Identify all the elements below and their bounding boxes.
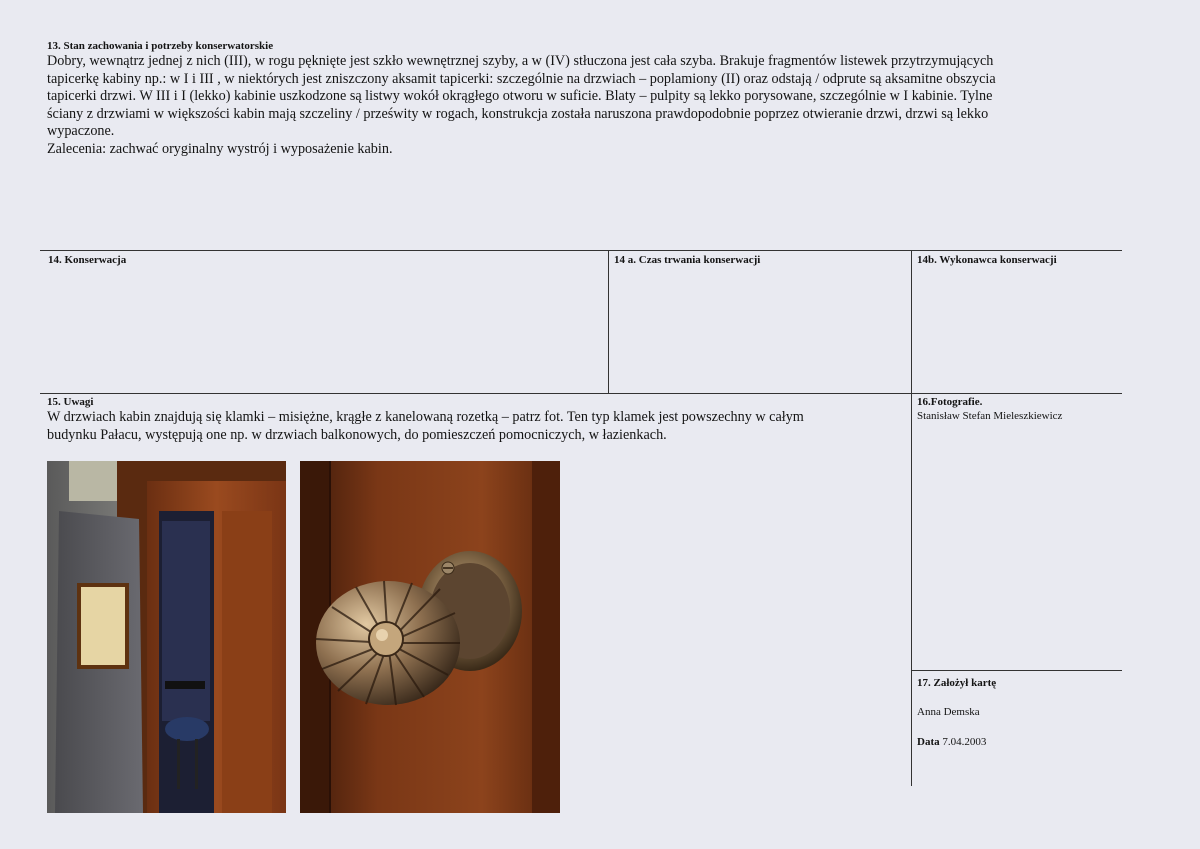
divider-14-14a: [608, 250, 609, 393]
section-14b-heading: 14b. Wykonawca konserwacji: [917, 254, 1057, 266]
card-date: [917, 736, 986, 748]
section-13-line: Dobry, wewnątrz jednej z nich (III), w rogu pęknięte jest szkło wewnętrznej szyby, a w (IV) stłuczona jest cała szyba. Brakuje fragmentów listewek przytrzymujących: [47, 53, 994, 69]
section-13-line: ściany z drzwiami w większości kabin mają szczeliny / prześwity w rogach, konstrukcja została naruszona prawdopodobnie poprzez otwieranie drzwi, drzwi są lekko: [47, 105, 989, 122]
section-15-line: W drzwiach kabin znajdują się klamki – misiężne, krągłe z kanelowaną rozetką – patrz fot. Ten typ klamek jest powszechny w całym: [47, 409, 804, 425]
table-top-border: [40, 250, 1122, 251]
section-13-line: wypaczone.: [47, 123, 115, 139]
section-13-line: Zalecenia: zachwać oryginalny wystrój i wyposażenie kabin.: [47, 140, 393, 157]
fluted-knob-illustration: [300, 461, 560, 813]
date-label: Data: [917, 736, 940, 748]
divider-14a-14b: [911, 250, 912, 786]
date-value: 7.04.2003: [942, 736, 987, 748]
section-13-text: [47, 53, 1157, 158]
photo-author: Stanisław Stefan Mieleszkiewicz: [917, 410, 1063, 422]
section-13-line: tapicerkę kabiny np.: w I i III , w niektórych jest zniszczony aksamit tapicerki: szczególnie na drzwiach – poplamiony (II) oraz odstają / odprute są aksamitne obszycia: [47, 70, 996, 87]
door-knob-photo: [300, 461, 560, 813]
section-16-heading: 16.Fotografie.: [917, 396, 983, 408]
cabin-door-photo: [47, 461, 286, 813]
section-15-text: [47, 409, 907, 444]
section-13-heading: 13. Stan zachowania i potrzeby konserwatorskie: [47, 40, 274, 52]
section-13-line: tapicerki drzwi. W III i I (lekko) kabinie uszkodzone są listwy wokół okrągłego otworu w suficie. Blaty – pulpity są lekko porysowane, szczególnie w I kabinie. Tylne: [47, 88, 993, 104]
cabin-door-illustration: [47, 461, 286, 813]
table-middle-border: [40, 393, 1122, 394]
section-17-heading: 17. Założył kartę: [917, 677, 997, 689]
section-14-heading: 14. Konserwacja: [48, 254, 127, 266]
card-author: Anna Demska: [917, 706, 980, 718]
section-17-top-border: [912, 670, 1122, 671]
section-14a-heading: 14 a. Czas trwania konserwacji: [614, 254, 761, 266]
section-15-heading: 15. Uwagi: [47, 396, 94, 408]
section-15-line: budynku Pałacu, występują one np. w drzwiach balkonowych, do pomieszczeń pomocniczych, w łazienkach.: [47, 426, 667, 443]
